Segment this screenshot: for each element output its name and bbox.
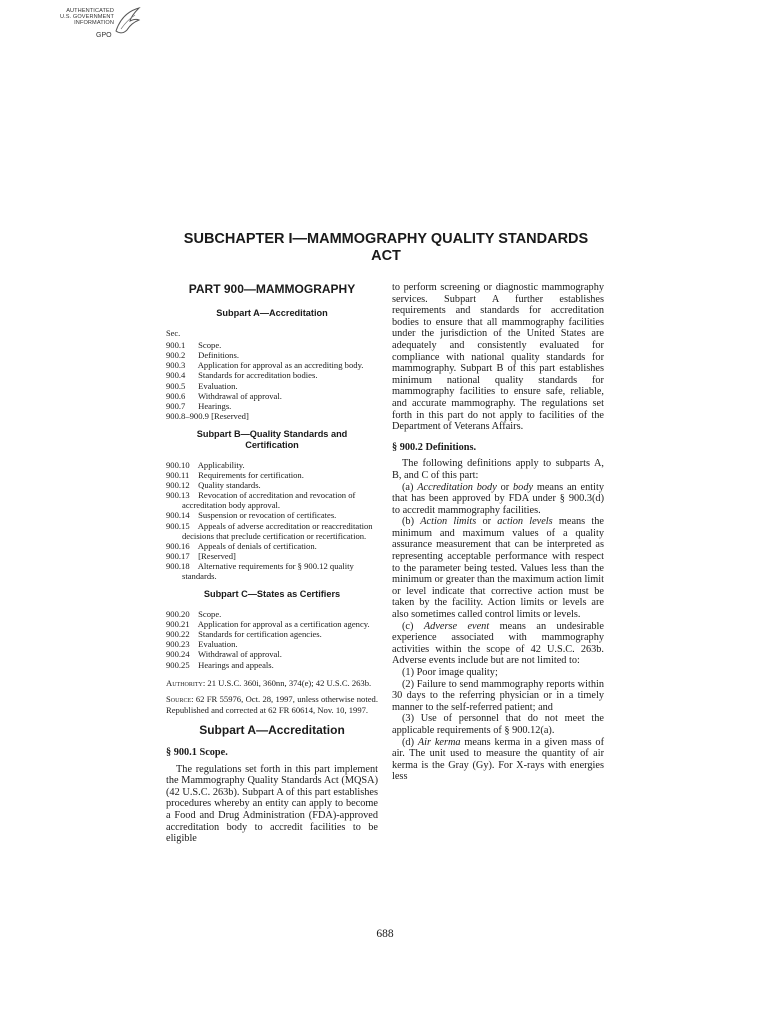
definition-b [392, 516, 604, 620]
subpart-c-toc [166, 609, 378, 670]
toc-item-number: 900.8–900.9 [166, 410, 209, 421]
definition-a [392, 482, 604, 517]
subpart-c-toc-heading: Subpart C—States as Certifiers [203, 589, 341, 600]
toc-item [166, 381, 378, 391]
definition-a-term2: body [513, 481, 534, 493]
section-900-2-heading: § 900.2 Definitions. [392, 441, 477, 453]
subpart-b-toc [166, 460, 378, 581]
definition-c-item-1: (1) Poor image quality; [402, 667, 498, 678]
toc-item-number: 900.13 [166, 490, 190, 501]
toc-item-number: 900.16 [166, 540, 190, 551]
source-note [166, 694, 378, 715]
toc-item [166, 490, 378, 510]
subpart-a-heading: Subpart A—Accreditation [199, 723, 345, 738]
toc-item-text: Standards for accreditation bodies. [198, 370, 318, 381]
section-900-1-text: The regulations set forth in this part implement the Mammography Quality Standards Act (MQSA) (42 U.S.C. 263b). Subpart A of this part establishes procedures whereby an entity can apply to become a Food and Drug Administration (FDA)-approved accreditation body to accredit facilities to be eligible [166, 763, 378, 845]
subpart-b-toc-heading-line2: Certification [245, 439, 299, 450]
toc-item-number: 900.18 [166, 560, 190, 571]
definition-a-text: means an entity that has been approved by FDA under § 900.3(d) to accredit mammography facilities. [392, 481, 604, 516]
definition-c [392, 621, 604, 667]
toc-item [166, 460, 378, 470]
toc-item [166, 370, 378, 380]
toc-item-text: Revocation of accreditation and revocation of accreditation body approval. [182, 490, 356, 511]
toc-item-text: Application for approval as a certification agency. [197, 619, 370, 630]
authority-note [166, 678, 378, 689]
toc-item-text: Withdrawal of approval. [198, 390, 282, 401]
toc-item [166, 639, 378, 649]
toc-item [166, 360, 378, 370]
toc-item-number: 900.10 [166, 459, 190, 470]
toc-item-text: Definitions. [198, 350, 239, 361]
definition-c-item-3: (3) Use of personnel that do not meet the applicable requirements of § 900.12(a). [392, 713, 604, 736]
definition-c-text: means an undesirable experience associated with mammography activities within the scope of 42 U.S.C. 263b. Adverse events include but are not limited to: [392, 620, 604, 667]
toc-item-text: [Reserved] [198, 550, 236, 561]
toc-item-text: Hearings. [198, 400, 232, 411]
toc-item-text: Application for approval as an accrediting body. [197, 360, 364, 371]
toc-item-number: 900.20 [166, 609, 190, 620]
section-900-1-heading: § 900.1 Scope. [166, 747, 228, 758]
toc-item-text: Scope. [198, 340, 222, 351]
toc-item-text: Applicability. [197, 459, 245, 470]
toc-item-text: [Reserved] [211, 410, 249, 421]
definition-c-prefix: (c) [402, 620, 424, 632]
toc-item-text: Scope. [198, 609, 222, 620]
toc-item-number: 900.17 [166, 550, 190, 561]
logo-text [56, 8, 114, 27]
toc-item-text: Standards for certification agencies. [198, 629, 322, 640]
gpo-authentication-logo [56, 5, 146, 47]
toc-item [166, 619, 378, 629]
subpart-a-toc [166, 340, 378, 421]
sec-label: Sec. [166, 328, 181, 338]
logo-line: U.S. GOVERNMENT [59, 14, 114, 21]
definitions-intro: The following definitions apply to subparts A, B, and C of this part: [392, 458, 604, 481]
toc-item-text: Appeals of denials of certification. [197, 540, 317, 551]
toc-item-number: 900.23 [166, 639, 190, 650]
toc-item-text: Hearings and appeals. [198, 659, 274, 670]
toc-item [166, 480, 378, 490]
toc-item-number: 900.14 [166, 510, 190, 521]
definition-d-text: means kerma in a given mass of air. The unit used to measure the quantity of air kerma is the Gray (Gy). For X-rays with energies less [392, 736, 604, 783]
toc-item-number: 900.22 [166, 629, 190, 640]
toc-item-text: Evaluation. [198, 639, 238, 650]
subchapter-title-line2: ACT [371, 248, 401, 264]
toc-item-text: Appeals of adverse accreditation or reaccreditation decisions that preclude certification or recertification. [182, 520, 373, 541]
part-title: PART 900—MAMMOGRAPHY [188, 282, 356, 296]
subchapter-title [166, 231, 606, 265]
definition-c-term: Adverse event [423, 620, 490, 632]
authority-text: 21 U.S.C. 360i, 360nn, 374(e); 42 U.S.C. 263b. [205, 677, 372, 688]
toc-item [166, 391, 378, 401]
source-text: 62 FR 55976, Oct. 28, 1997, unless otherwise noted. Republished and corrected at 62 FR 60614, Nov. 10, 1997. [166, 694, 378, 715]
definition-b-term2: action levels [497, 516, 553, 528]
toc-item [166, 340, 378, 350]
toc-item-number: 900.4 [166, 370, 186, 381]
toc-item [166, 561, 378, 581]
toc-item-text: Suspension or revocation of certificates. [198, 510, 337, 521]
toc-item [166, 541, 378, 551]
toc-item-number: 900.3 [166, 360, 186, 371]
toc-item [166, 629, 378, 639]
definition-d-term: Air kerma [417, 736, 461, 748]
section-900-1-text-continued: to perform screening or diagnostic mammography services. Subpart A further establishes requirements and standards for accreditation bodies to ensure that all mammography facilities under the jurisdiction of the United States are adequately and consistently evaluated for compliance with national quality standards for mammography. Subpart B of this part establishes minimum national quality standards for mammography facilities to ensure safe, reliable, and accurate mammography. The regulations set forth in this part do not apply to facilities of the Department of Veterans Affairs. [392, 282, 604, 433]
definition-d [392, 737, 604, 783]
toc-item-number: 900.24 [166, 649, 190, 660]
definition-b-prefix: (b) [402, 516, 421, 528]
toc-item-number: 900.12 [166, 480, 190, 491]
definition-b-or: or [476, 516, 498, 528]
toc-item [166, 510, 378, 520]
toc-item [166, 660, 378, 670]
subpart-b-toc-heading [166, 429, 378, 451]
toc-item [166, 521, 378, 541]
toc-item-number: 900.7 [166, 400, 186, 411]
toc-item-text: Withdrawal of approval. [198, 649, 282, 660]
subchapter-title-line1: SUBCHAPTER I—MAMMOGRAPHY QUALITY STANDARDS [183, 231, 589, 247]
toc-item-number: 900.21 [166, 619, 190, 630]
logo-line: AUTHENTICATED [66, 8, 114, 14]
toc-item [166, 470, 378, 480]
toc-item [166, 401, 378, 411]
toc-item-number: 900.15 [166, 520, 190, 531]
toc-item-number: 900.1 [166, 340, 186, 351]
logo-gpo-text: GPO [96, 32, 112, 39]
left-column [166, 282, 378, 845]
toc-item-text: Requirements for certification. [198, 470, 304, 481]
toc-item-text: Alternative requirements for § 900.12 quality standards. [182, 560, 354, 581]
toc-item-number: 900.2 [166, 350, 186, 361]
definition-a-prefix: (a) [402, 481, 418, 493]
subpart-b-toc-heading-line1: Subpart B—Quality Standards and [196, 428, 348, 439]
definition-a-term1: Accreditation body [417, 481, 497, 493]
toc-item [166, 350, 378, 360]
toc-item-text: Quality standards. [198, 480, 261, 491]
definition-c-item-2: (2) Failure to send mammography reports within 30 days to the referring physician or in a timely manner to the self-referred patient; and [392, 678, 604, 713]
definition-b-term1: Action limits [420, 516, 477, 528]
toc-item-number: 900.6 [166, 390, 186, 401]
source-label: Source: [166, 694, 194, 705]
eagle-icon [112, 5, 142, 37]
definition-d-prefix: (d) [402, 736, 418, 748]
toc-item-number: 900.25 [166, 659, 190, 670]
page-number: 688 [376, 928, 394, 940]
right-column [392, 282, 604, 783]
toc-item-number: 900.11 [166, 470, 190, 481]
subpart-a-toc-heading: Subpart A—Accreditation [216, 307, 328, 318]
toc-item [166, 411, 378, 421]
authority-label: Authority: [166, 677, 206, 688]
toc-item-number: 900.5 [166, 380, 186, 391]
logo-line: INFORMATION [74, 20, 114, 27]
toc-item [166, 609, 378, 619]
definition-a-or: or [496, 481, 514, 493]
toc-item-text: Evaluation. [198, 380, 238, 391]
toc-item [166, 649, 378, 659]
toc-item [166, 551, 378, 561]
definition-b-text: means the minimum and maximum values of a quality assurance measurement that can be interpreted as representing acceptable performance with respect to the parameter being tested. Values less than the minimum or greater than the maximum action limit or level indicate that corrective action must be taken by the facility. Action limits or levels are also sometimes called control limits or levels. [392, 516, 604, 621]
